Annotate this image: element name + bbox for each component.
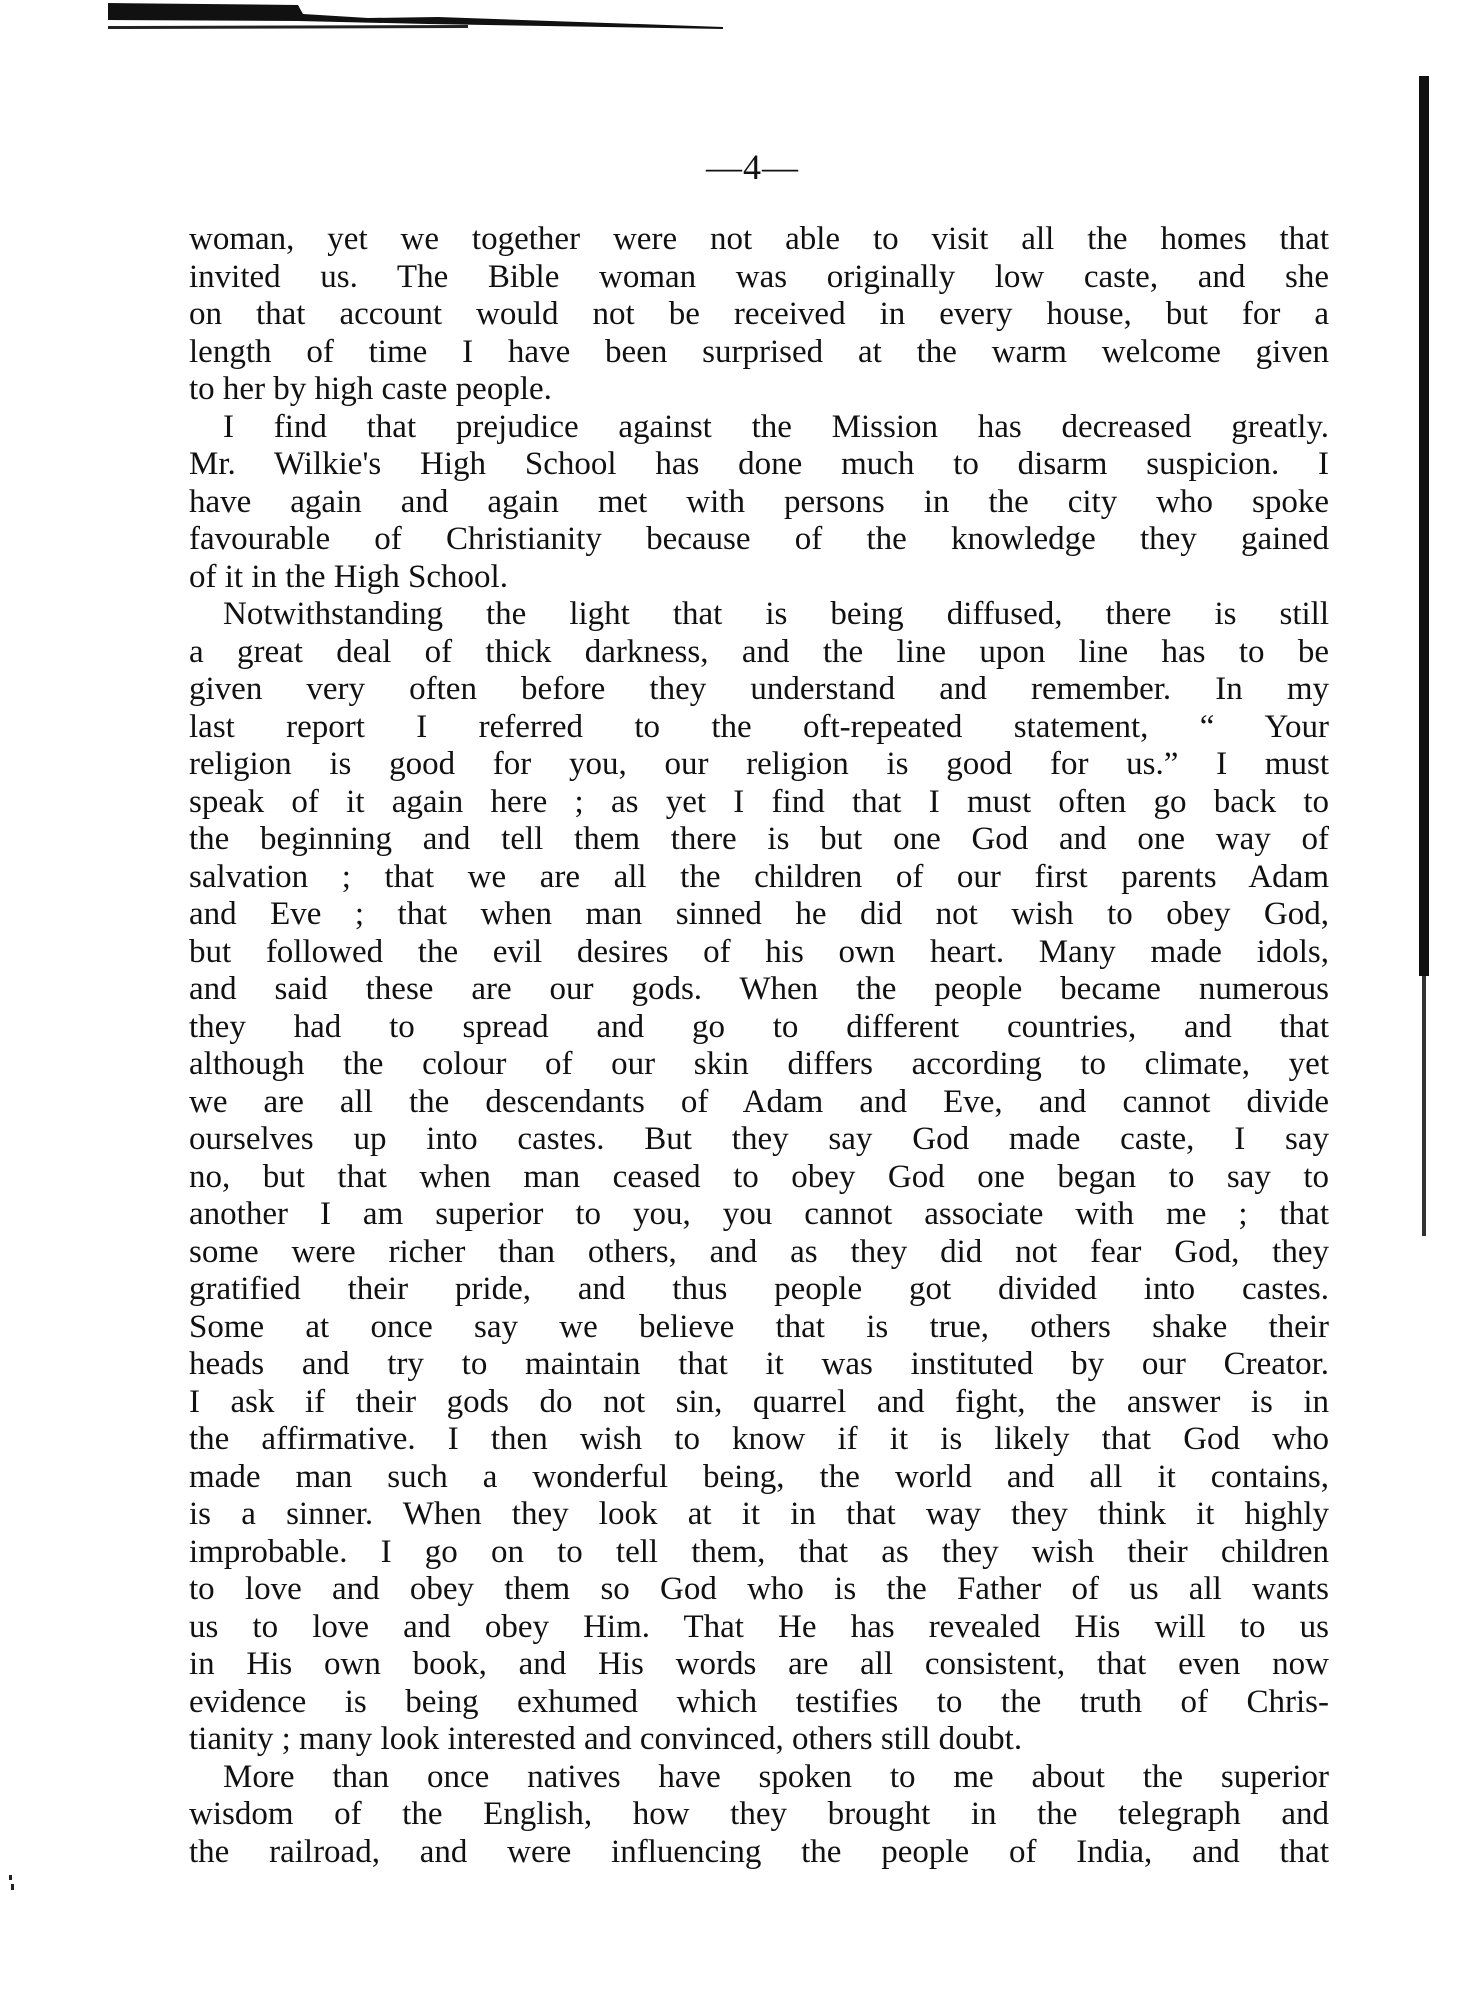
text-line: and Eve ; that when man sinned he did not wish to obey God, (189, 896, 1329, 932)
text-line: and said these are our gods. When the people became numerous (189, 971, 1329, 1007)
text-line: last report I referred to the oft-repeated statement, “ Your (189, 708, 1329, 745)
text-line: the affirmative. I then wish to know if it is likely that God who (189, 1421, 1329, 1457)
text-line: More than once natives have spoken to me about the superior (223, 1758, 1329, 1795)
paragraph-2 (189, 409, 1329, 597)
text-line: to love and obey them so God who is the Father of us all wants (189, 1571, 1329, 1607)
text-line: is a sinner. When they look at it in that way they think it highly (189, 1496, 1329, 1532)
scan-speck (8, 1875, 16, 1891)
text-line: Some at once say we believe that is true, others shake their (189, 1308, 1329, 1345)
text-line: us to love and obey Him. That He has revealed His will to us (189, 1608, 1329, 1645)
text-line: gratified their pride, and thus people got divided into castes. (189, 1271, 1329, 1307)
text-line: Mr. Wilkie's High School has done much to disarm suspicion. I (189, 446, 1329, 482)
text-line: a great deal of thick darkness, and the line upon line has to be (189, 633, 1329, 670)
text-line: some were richer than others, and as they did not fear God, they (189, 1233, 1329, 1270)
scan-edge-shadow (1419, 76, 1429, 1236)
text-line: I ask if their gods do not sin, quarrel and fight, the answer is in (189, 1383, 1329, 1420)
text-line: another I am superior to you, you cannot associate with me ; that (189, 1196, 1329, 1232)
text-line: heads and try to maintain that it was instituted by our Creator. (189, 1346, 1329, 1382)
text-line: although the colour of our skin differs according to climate, yet (189, 1046, 1329, 1082)
text-line: of it in the High School. (189, 558, 508, 595)
text-line: I find that prejudice against the Mission has decreased greatly. (223, 408, 1329, 445)
text-line: have again and again met with persons in the city who spoke (189, 483, 1329, 520)
text-line: invited us. The Bible woman was originally low caste, and she (189, 258, 1329, 295)
paragraph-1 (189, 221, 1329, 409)
text-line: the railroad, and were influencing the people of India, and that (189, 1833, 1329, 1870)
text-line: we are all the descendants of Adam and Eve, and cannot divide (189, 1083, 1329, 1120)
text-line: on that account would not be received in every house, but for a (189, 296, 1329, 332)
text-line: to her by high caste people. (189, 371, 552, 407)
text-line: in His own book, and His words are all consistent, that even now (189, 1646, 1329, 1682)
text-line: woman, yet we together were not able to visit all the homes that (189, 221, 1329, 257)
text-line: they had to spread and go to different countries, and that (189, 1008, 1329, 1045)
page-number: —4— (706, 147, 799, 187)
text-line: made man such a wonderful being, the world and all it contains, (189, 1458, 1329, 1495)
text-line: the beginning and tell them there is but one God and one way of (189, 821, 1329, 857)
text-line: but followed the evil desires of his own heart. Many made idols, (189, 933, 1329, 970)
text-line: Notwithstanding the light that is being diffused, there is still (223, 596, 1329, 632)
text-line: evidence is being exhumed which testifies to the truth of Chris- (189, 1683, 1329, 1720)
body-text (189, 221, 1329, 1871)
text-line: speak of it again here ; as yet I find that I must often go back to (189, 783, 1329, 820)
text-line: length of time I have been surprised at the warm welcome given (189, 333, 1329, 370)
text-line: no, but that when man ceased to obey God one began to say to (189, 1158, 1329, 1195)
text-line: wisdom of the English, how they brought in the telegraph and (189, 1796, 1329, 1832)
text-line: improbable. I go on to tell them, that as they wish their children (189, 1533, 1329, 1570)
top-border-rule (108, 0, 723, 36)
text-line: ourselves up into castes. But they say God made caste, I say (189, 1121, 1329, 1157)
text-line: tianity ; many look interested and convinced, others still doubt. (189, 1721, 1023, 1757)
text-line: religion is good for you, our religion is good for us.” I must (189, 746, 1329, 782)
paragraph-3 (189, 596, 1329, 1759)
paragraph-4 (189, 1759, 1329, 1872)
text-line: favourable of Christianity because of the knowledge they gained (189, 521, 1329, 557)
text-line: salvation ; that we are all the children of our first parents Adam (189, 858, 1329, 895)
text-line: given very often before they understand and remember. In my (189, 671, 1329, 707)
